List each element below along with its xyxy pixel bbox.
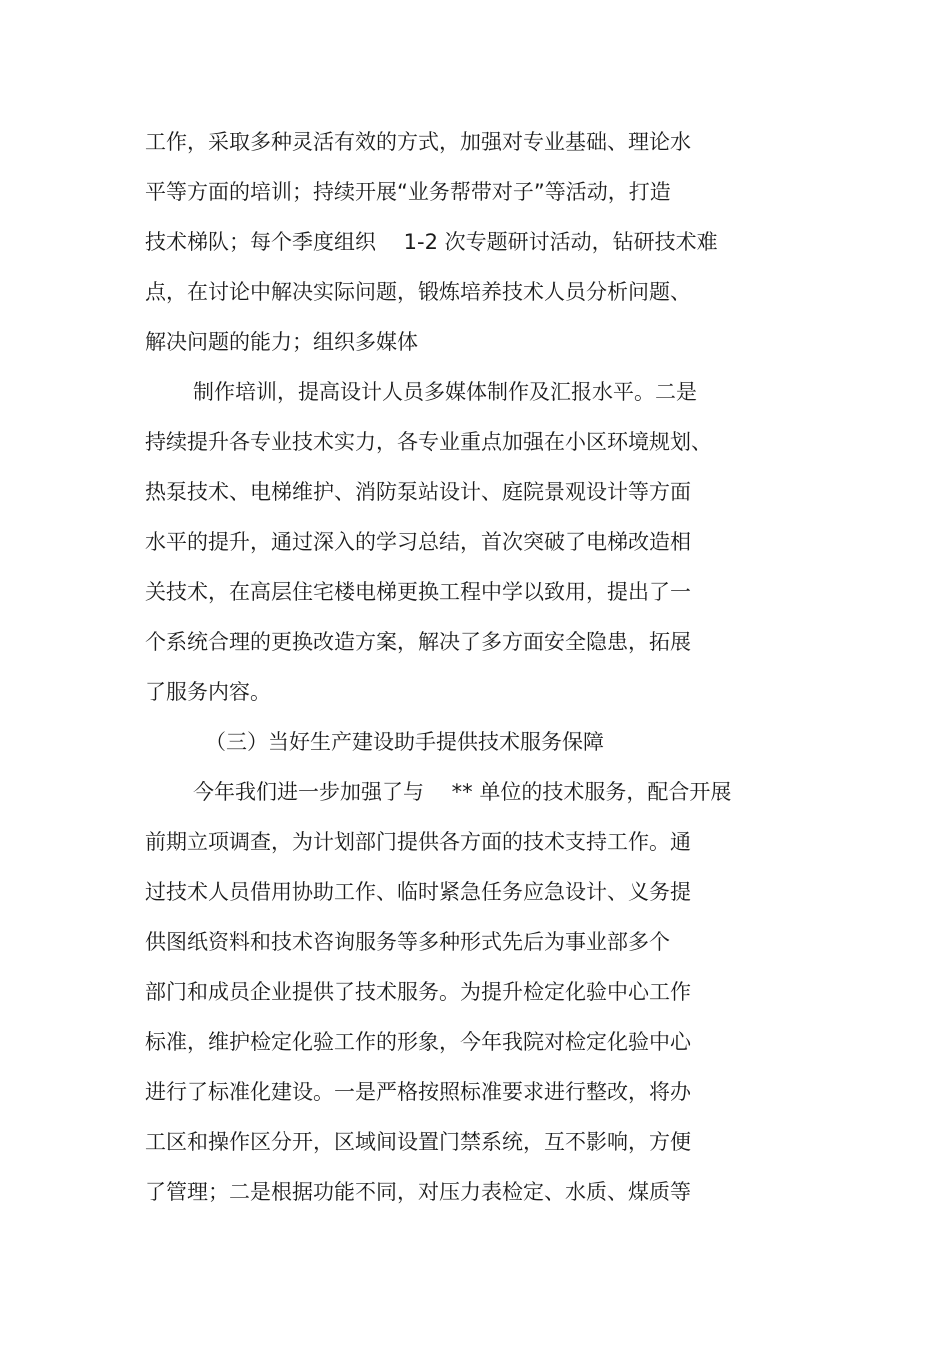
text-line-11: 个系统合理的更换改造方案，解决了多方面安全隐患，拓展 xyxy=(145,630,691,654)
text-line-14: 今年我们进一步加强了与 ** 单位的技术服务，配合开展 xyxy=(193,780,732,804)
text-line-3: 技术梯队；每个季度组织 1-2 次专题研讨活动，钻研技术难 xyxy=(145,230,718,254)
text-line-7: 持续提升各专业技术实力，各专业重点加强在小区环境规划、 xyxy=(145,430,712,454)
text-line-22: 了管理；二是根据功能不同，对压力表检定、水质、煤质等 xyxy=(145,1180,691,1204)
text-line-20: 进行了标准化建设。一是严格按照标准要求进行整改，将办 xyxy=(145,1080,691,1104)
text-line-9: 水平的提升，通过深入的学习总结，首次突破了电梯改造相 xyxy=(145,530,691,554)
text-line-18: 部门和成员企业提供了技术服务。为提升检定化验中心工作 xyxy=(145,980,691,1004)
text-line-12: 了服务内容。 xyxy=(145,680,271,704)
text-line-1: 工作，采取多种灵活有效的方式，加强对专业基础、理论水 xyxy=(145,130,691,154)
text-line-10: 关技术，在高层住宅楼电梯更换工程中学以致用，提出了一 xyxy=(145,580,691,604)
text-line-21: 工区和操作区分开，区域间设置门禁系统，互不影响，方便 xyxy=(145,1130,691,1154)
text-line-16: 过技术人员借用协助工作、临时紧急任务应急设计、义务提 xyxy=(145,880,691,904)
text-line-19: 标准，维护检定化验工作的形象，今年我院对检定化验中心 xyxy=(145,1030,691,1054)
text-line-17: 供图纸资料和技术咨询服务等多种形式先后为事业部多个 xyxy=(145,930,670,954)
text-line-8: 热泵技术、电梯维护、消防泵站设计、庭院景观设计等方面 xyxy=(145,480,691,504)
text-line-2: 平等方面的培训；持续开展“业务帮带对子”等活动，打造 xyxy=(145,180,671,204)
text-line-5: 解决问题的能力；组织多媒体 xyxy=(145,330,418,354)
section-heading: （三）当好生产建设助手提供技术服务保障 xyxy=(205,730,604,754)
text-line-6: 制作培训，提高设计人员多媒体制作及汇报水平。二是 xyxy=(193,380,697,404)
text-line-4: 点，在讨论中解决实际问题，锻炼培养技术人员分析问题、 xyxy=(145,280,691,304)
text-line-15: 前期立项调查，为计划部门提供各方面的技术支持工作。通 xyxy=(145,830,691,854)
